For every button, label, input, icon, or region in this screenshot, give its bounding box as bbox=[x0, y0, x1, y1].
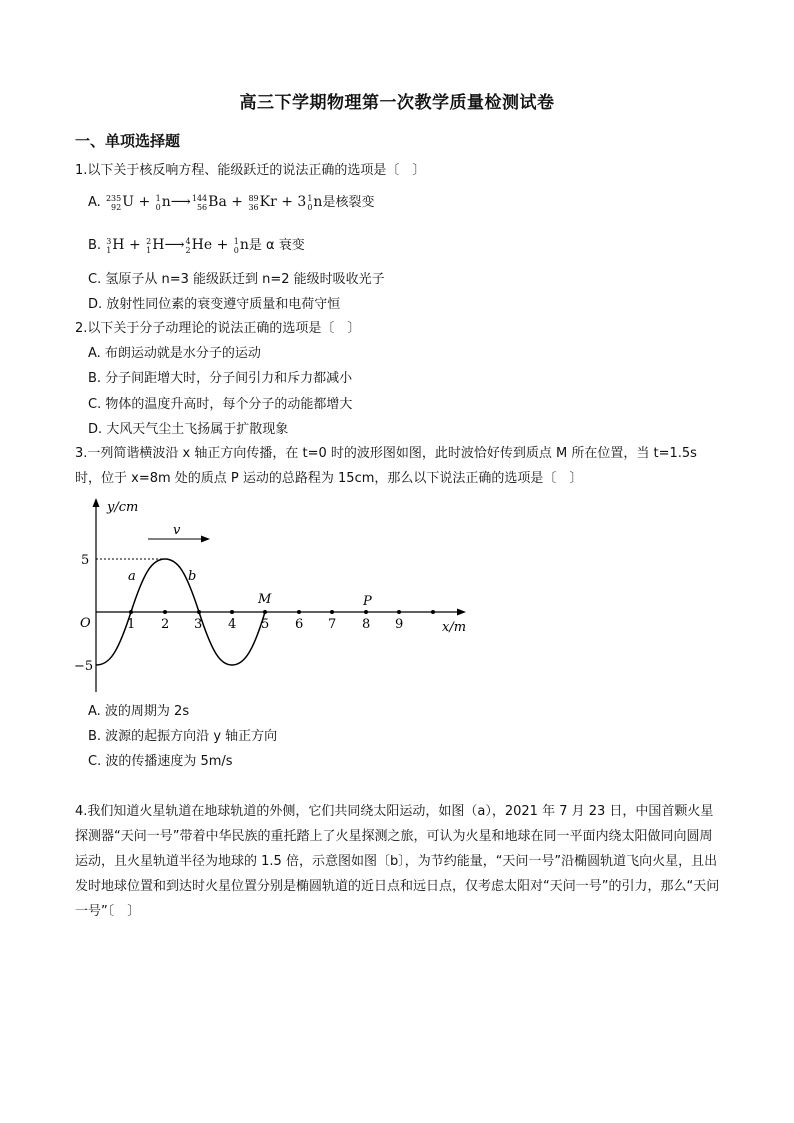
question-1-option-a: A. 235 92 U + 1 0 n⟶ 144 56 Ba + 89 36 Kr + 3 1 0 n是核裂变 bbox=[88, 193, 375, 212]
y-tick-label: −5 bbox=[74, 659, 94, 674]
question-1-option-d: D. 放射性同位素的衰变遵守质量和电荷守恒 bbox=[88, 297, 341, 312]
question-2-option-d: D. 大风天气尘土飞扬属于扩散现象 bbox=[88, 422, 289, 437]
reaction-arrow: ⟶ bbox=[164, 237, 185, 253]
question-1-option-c: C. 氢原子从 n=3 能级跃迁到 n=2 能级时吸收光子 bbox=[88, 272, 385, 287]
velocity-arrowhead bbox=[201, 536, 210, 543]
point-p-label: P bbox=[363, 594, 372, 609]
point-m-label: M bbox=[258, 592, 272, 607]
axis-dot bbox=[297, 610, 301, 614]
axis-dot bbox=[197, 610, 201, 614]
reaction-arrow: ⟶ bbox=[170, 194, 191, 210]
question-2-stem: 2.以下关于分子动理论的说法正确的选项是〔 〕 bbox=[75, 321, 361, 336]
axis-dot bbox=[129, 610, 133, 614]
question-2-option-a: A. 布朗运动就是水分子的运动 bbox=[88, 346, 261, 361]
question-3-stem-line-1: 3.一列简谐横波沿 x 轴正方向传播，在 t=0 时的波形图如图，此时波恰好传到质点 M 所在位置，当 t=1.5s bbox=[75, 446, 697, 461]
section-heading: 一、单项选择题 bbox=[75, 132, 181, 150]
x-tick-label: 1 bbox=[127, 617, 136, 632]
velocity-label: v bbox=[173, 523, 181, 538]
question-3-option-a: A. 波的周期为 2s bbox=[88, 704, 190, 719]
point-a-label: a bbox=[128, 569, 136, 584]
x-tick-label: 4 bbox=[228, 617, 237, 632]
point-b-label: b bbox=[188, 569, 197, 584]
axis-dot bbox=[163, 610, 167, 614]
x-axis-label: x/m bbox=[442, 620, 467, 635]
question-3-option-b: B. 波源的起振方向沿 y 轴正方向 bbox=[88, 729, 278, 744]
wave-figure bbox=[70, 492, 480, 697]
y-axis-arrowhead bbox=[93, 498, 100, 507]
x-tick-label: 8 bbox=[362, 617, 371, 632]
y-tick-label: 5 bbox=[81, 553, 90, 568]
question-4-stem: 4.我们知道火星轨道在地球轨道的外侧，它们共同绕太阳运动，如图（a），2021 年 7 月 23 日，中国首颗火星探测器“天问一号”带着中华民族的重托踏上了火星探测之旅，可认为火星和地球在同一平面内绕太阳做同向圆周运动，且火星轨道半径为地球的 1.5 倍，示意图如图〔b〕，为节约能量，“天问一号”沿椭圆轨道飞向火星，且出发时地球位置和到达时火星位置分别是椭圆轨道的近日点和远日点，仅考虑太阳对“天问一号”的引力，那么“天问一号”〔 〕 bbox=[75, 804, 720, 919]
axis-dot bbox=[364, 610, 368, 614]
axis-dot bbox=[263, 610, 267, 614]
x-tick-label: 3 bbox=[194, 617, 203, 632]
question-2-option-c: C. 物体的温度升高时，每个分子的动能都增大 bbox=[88, 397, 353, 412]
x-tick-label: 7 bbox=[328, 617, 337, 632]
y-axis-label: y/cm bbox=[107, 500, 139, 515]
question-1-option-b: B. 3 1 H + 2 1 H⟶ 4 2 He + 1 0 n是 α 衰变 bbox=[88, 236, 305, 255]
x-tick-label: 5 bbox=[261, 617, 270, 632]
axis-dot bbox=[431, 610, 435, 614]
x-tick-label: 6 bbox=[295, 617, 304, 632]
axis-dot bbox=[230, 610, 234, 614]
question-2-option-b: B. 分子间距增大时，分子间引力和斥力都减小 bbox=[88, 371, 353, 386]
axis-dot bbox=[330, 610, 334, 614]
x-tick-label: 2 bbox=[161, 617, 170, 632]
axis-dot bbox=[397, 610, 401, 614]
question-3-stem-line-2: 时，位于 x=8m 处的质点 P 运动的总路程为 15cm，那么以下说法正确的选项是〔 〕 bbox=[75, 471, 583, 486]
question-3-option-c: C. 波的传播速度为 5m/s bbox=[88, 754, 233, 769]
origin-label: O bbox=[80, 616, 91, 631]
x-tick-label: 9 bbox=[395, 617, 404, 632]
page-title: 高三下学期物理第一次教学质量检测试卷 bbox=[239, 93, 555, 113]
x-axis-arrowhead bbox=[457, 609, 466, 616]
question-1-stem: 1.以下关于核反响方程、能级跃迁的说法正确的选项是〔 〕 bbox=[75, 163, 426, 178]
